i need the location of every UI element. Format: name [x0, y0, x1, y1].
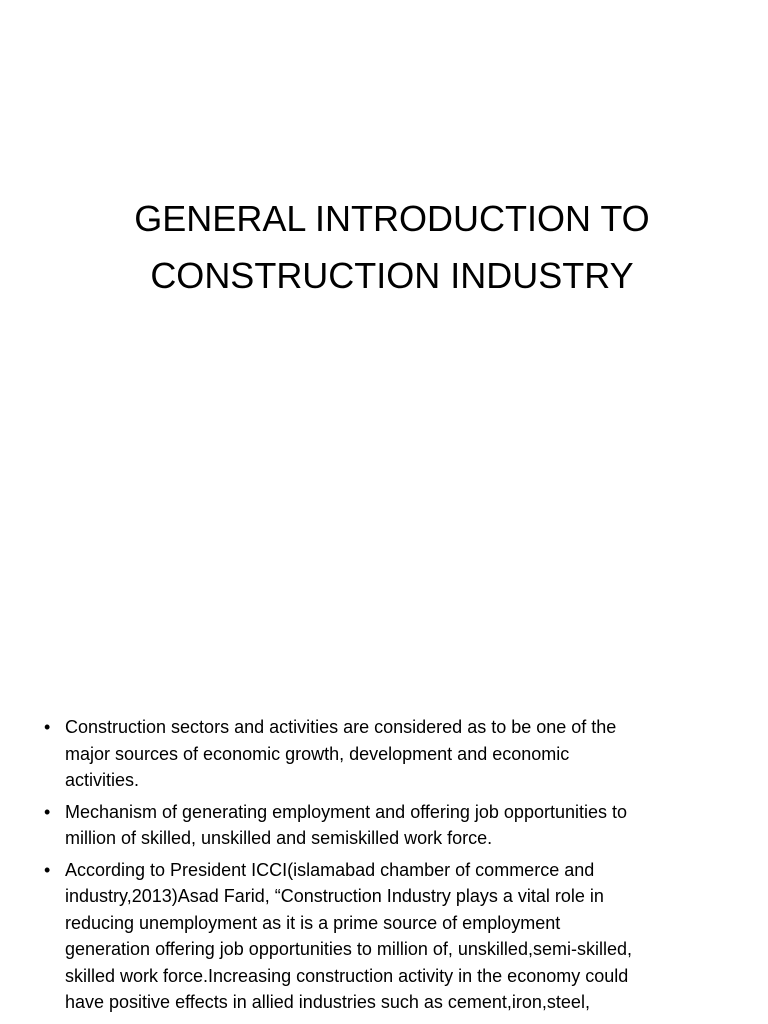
- bullet-text-line: According to President ICCI(islamabad chamber of commerce and: [65, 859, 595, 880]
- bullet-dot-icon: •: [44, 859, 51, 880]
- bullet-text-line: million of skilled, unskilled and semiskilled work force.: [65, 828, 493, 848]
- bullet-text-line: Mechanism of generating employment and offering job opportunities to: [65, 801, 628, 822]
- bullet-text-line: Construction sectors and activities are considered as to be one of the: [65, 717, 617, 737]
- bullet-text-line: skilled work force.Increasing construction activity in the economy could: [65, 965, 629, 986]
- slide-title-line-1: GENERAL INTRODUCTION TO: [134, 198, 650, 239]
- bullet-item-1: [40, 714, 740, 794]
- slide-title-line-2: CONSTRUCTION INDUSTRY: [150, 255, 634, 296]
- bullet-text-line: activities.: [65, 770, 140, 790]
- bullet-text-line: generation offering job opportunities to million of, unskilled,semi-skilled,: [65, 939, 632, 959]
- bullet-item-3: [40, 857, 740, 1016]
- bullet-dot-icon: •: [44, 801, 51, 822]
- bullet-dot-icon: •: [44, 717, 51, 737]
- bullet-list: [40, 714, 740, 1021]
- bullet-text-line: reducing unemployment as it is a prime source of employment: [65, 912, 561, 933]
- bullet-text-line: have positive effects in allied industries such as cement,iron,steel,: [65, 992, 590, 1012]
- bullet-text-line: industry,2013)Asad Farid, “Construction Industry plays a vital role in: [65, 886, 604, 906]
- bullet-item-2: [40, 799, 740, 852]
- bullet-text-line: major sources of economic growth, development and economic: [65, 743, 570, 764]
- slide-title: [40, 190, 744, 304]
